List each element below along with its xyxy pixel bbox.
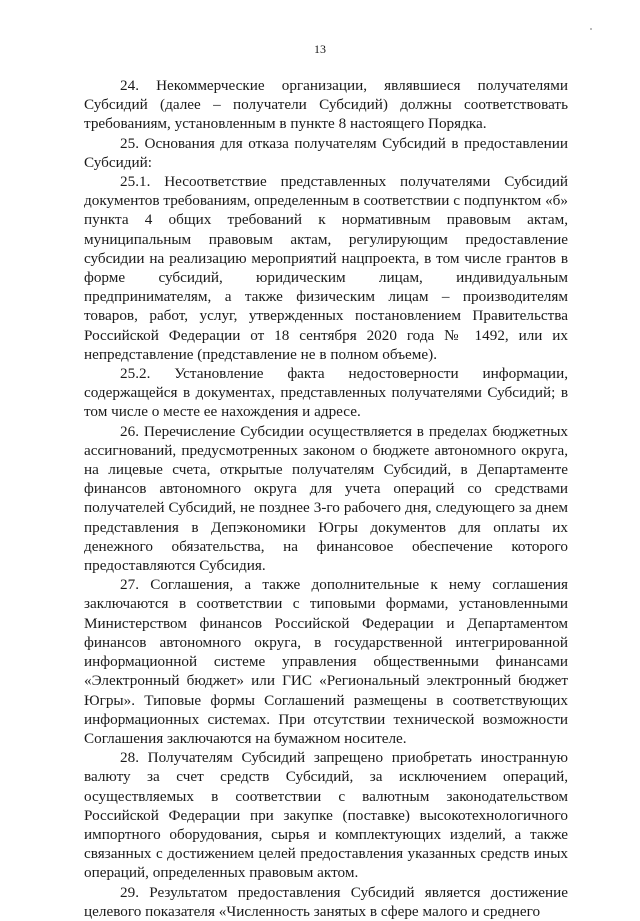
paragraph-28: 28. Получателям Субсидий запрещено приобретать иностранную валюту за счет средств Субсидий, за исключением операций, осуществляемых в соответствии с валютным законодательством Российской Федерации при закупке (поставке) высокотехнологичного импортного оборудования, сырья и комплектующих изделий, а также связанных с достижением целей предоставления указанных средств иных операций, определенных правовым актом. bbox=[84, 749, 568, 882]
document-body bbox=[84, 76, 568, 921]
page-number: 13 bbox=[314, 42, 326, 56]
paragraph-26: 26. Перечисление Субсидии осуществляется в пределах бюджетных ассигнований, предусмотренных законом о бюджете автономного округа, на лицевые счета, открытые получателям Субсидий, в Департаменте финансов автономного округа для учета операций со средствами получателей Субсидий, не позднее 3-го рабочего дня, следующего за днем представления в Депэкономики Югры документов для оплаты их денежного обязательства, на финансовое обеспечение которого предоставляются Субсидия. bbox=[84, 422, 568, 575]
paragraph-24: 24. Некоммерческие организации, являвшиеся получателями Субсидий (далее – получатели Субсидий) должны соответствовать требованиям, установленным в пункте 8 настоящего Порядка. bbox=[84, 77, 568, 133]
paragraph-25-2: 25.2. Установление факта недостоверности информации, содержащейся в документах, представленных получателями Субсидий; в том числе о месте ее нахождения и адресе. bbox=[84, 365, 568, 421]
paragraph-29: 29. Результатом предоставления Субсидий является достижение целевого показателя «Численность занятых в сфере малого и среднего bbox=[84, 883, 568, 920]
paragraph-25-1: 25.1. Несоответствие представленных получателями Субсидий документов требованиям, определенным в соответствии с подпунктом «б» пункта 4 общих требований к нормативным правовым актам, муниципальным правовым актам, регулирующим предоставление субсидии на реализацию мероприятий нацпроекта, в том числе грантов в форме субсидий, юридическим лицам, индивидуальным предпринимателям, а также физическим лицам – производителям товаров, работ, услуг, утвержденных постановлением Правительства Российской Федерации от 18 сентября 2020 года № 1492, или их непредставление (представление не в полном объеме). bbox=[84, 173, 568, 363]
scan-speck bbox=[590, 28, 592, 30]
paragraph-25: 25. Основания для отказа получателям Субсидий в предоставлении Субсидий: bbox=[84, 134, 568, 171]
paragraph-27: 27. Соглашения, а также дополнительные к нему соглашения заключаются в соответствии с типовыми формами, установленными Министерством финансов Российской Федерации и Департаментом финансов автономного округа, в государственной интегрированной информационной системе управления общественными финансами «Электронный бюджет» или ГИС «Региональный электронный бюджет Югры». Типовые формы Соглашений размещены в соответствующих информационных системах. При отсутствии технической возможности Соглашения заключаются на бумажном носителе. bbox=[84, 576, 568, 747]
